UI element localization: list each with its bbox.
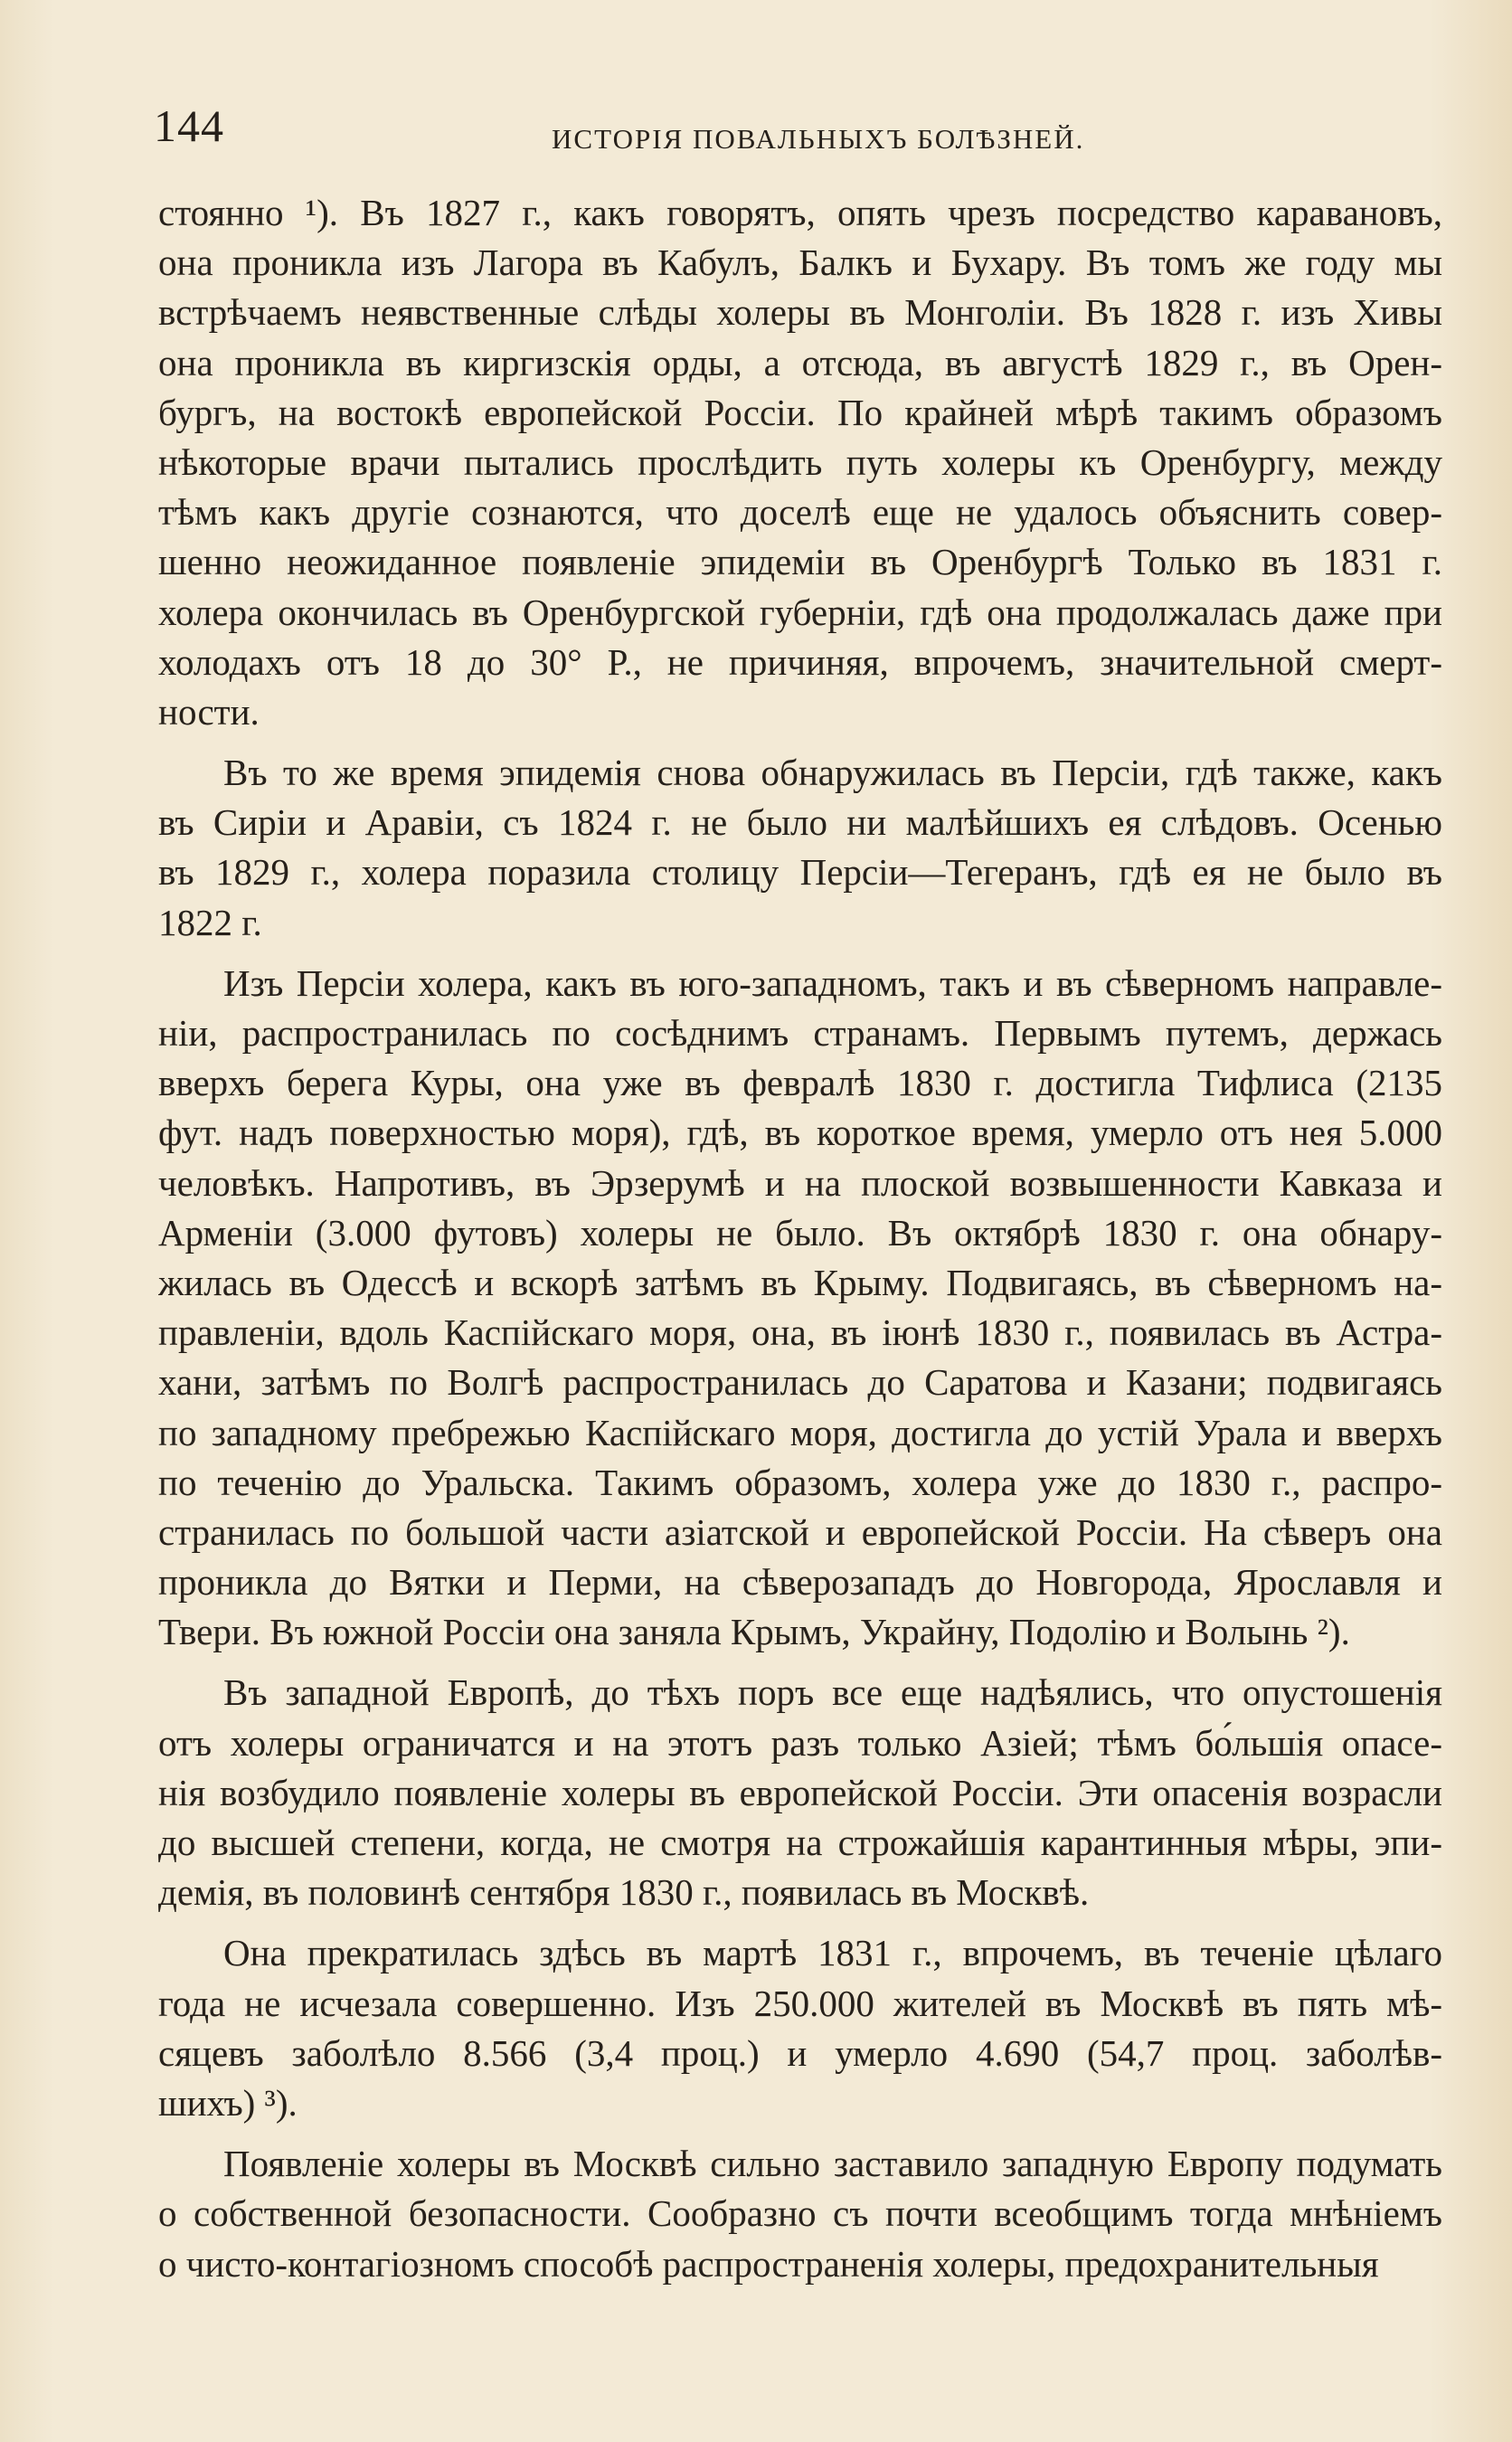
text-line: жилась въ Одессѣ и вскорѣ затѣмъ въ Крыму. Подвигаясь, въ сѣверномъ на- [158,1261,1442,1303]
text-line: Появленіе холеры въ Москвѣ сильно заставило западную Европу подумать [223,2143,1442,2185]
text-line: холодахъ отъ 18 до 30° Р., не причиняя, впрочемъ, значительной смерт- [158,640,1442,683]
text-line: года не исчезала совершенно. Изъ 250.000 жителей въ Москвѣ въ пять мѣ- [158,1982,1442,2024]
text-line: правленіи, вдоль Каспійскаго моря, она, въ іюнѣ 1830 г., появилась въ Астра- [158,1311,1442,1354]
text-line: нія возбудило появленіе холеры въ европейской Россіи. Эти опасенія возрасли [158,1771,1442,1813]
text-line: стоянно ¹). Въ 1827 г., какъ говорятъ, опять чрезъ посредство каравановъ, [158,192,1442,233]
text-line: о собственной безопасности. Сообразно съ почти всеобщимъ тогда мнѣніемъ [158,2192,1442,2235]
text-line: человѣкъ. Напротивъ, въ Эрзерумѣ и на плоской возвышенности Кавказа и [158,1161,1442,1204]
text-line: бургъ, на востокѣ европейской Россіи. По крайней мѣрѣ такимъ образомъ [158,391,1442,433]
text-line: тѣмъ какъ другіе сознаются, что доселѣ еще не удалось объяснить совер- [158,491,1442,534]
text-line: Въ то же время эпидемія снова обнаружилась въ Персіи, гдѣ также, какъ [223,752,1442,794]
text-line: Въ западной Европѣ, до тѣхъ поръ все еще надѣялись, что опустошенія [223,1671,1442,1714]
paragraph [158,959,1442,1658]
running-title: ИСТОРІЯ ПОВАЛЬНЫХЪ БОЛѢЗНЕЙ. [552,123,1085,155]
text-line: фут. надъ поверхностью моря), гдѣ, въ короткое время, умерло отъ нея 5.000 [158,1112,1442,1154]
text-line: сяцевъ заболѣло 8.566 (3,4 проц.) и умерло 4.690 (54,7 проц. заболѣв- [158,2031,1442,2074]
paragraph [158,1668,1442,1917]
text-line: нѣкоторые врачи пытались прослѣдить путь холеры къ Оренбургу, между [158,440,1442,483]
text-line: по теченію до Уральска. Такимъ образомъ, холера уже до 1830 г., распро- [158,1461,1442,1503]
text-line: шихъ) ³). [158,2081,298,2124]
text-line: она проникла въ киргизскія орды, а отсюда, въ августѣ 1829 г., въ Орен- [158,341,1442,383]
text-line: 1822 г. [158,901,262,943]
text-line: хани, затѣмъ по Волгѣ распространилась до Саратова и Казани; подвигаясь [158,1361,1442,1404]
page-number: 144 [154,100,224,151]
text-line: демія, въ половинѣ сентября 1830 г., появилась въ Москвѣ. [158,1871,1090,1914]
body-text [158,188,1442,2300]
text-line: до высшей степени, когда, не смотря на строжайшія карантинныя мѣры, эпи- [158,1822,1442,1863]
text-line: холера окончилась въ Оренбургской губерніи, гдѣ она продолжалась даже при [158,591,1442,633]
text-line: Изъ Персіи холера, какъ въ юго-западномъ, такъ и въ сѣверномъ направле- [223,961,1442,1004]
text-line: въ Сиріи и Аравіи, съ 1824 г. не было ни малѣйшихъ ея слѣдовъ. Осенью [158,801,1442,844]
text-line: проникла до Вятки и Перми, на сѣверозападъ до Новгорода, Ярославля и [158,1561,1442,1604]
text-line: Она прекратилась здѣсь въ мартѣ 1831 г., впрочемъ, въ теченіе цѣлаго [223,1932,1442,1974]
text-line: Арменіи (3.000 футовъ) холеры не было. Въ октябрѣ 1830 г. она обнару- [158,1211,1442,1254]
text-line: Твери. Въ южной Россіи она заняла Крымъ, Украйну, Подолію и Волынь ²). [158,1611,1350,1653]
paragraph [158,748,1442,948]
paragraph [158,2139,1442,2289]
text-line: странилась по большой части азіатской и европейской Россіи. На сѣверъ она [158,1510,1442,1553]
paragraph [158,188,1442,737]
text-line: вверхъ берега Куры, она уже въ февралѣ 1830 г. достигла Тифлиса (2135 [158,1062,1442,1104]
text-line: ніи, распространилась по сосѣднимъ странамъ. Первымъ путемъ, держась [158,1012,1442,1054]
text-line: ности. [158,690,260,733]
text-line: встрѣчаемъ неявственные слѣды холеры въ Монголіи. Въ 1828 г. изъ Хивы [158,291,1442,334]
text-line: она проникла изъ Лагора въ Кабулъ, Балкъ и Бухару. Въ томъ же году мы [158,241,1442,284]
text-line: о чисто-контагіозномъ способѣ распространенія холеры, предохранительныя [158,2242,1379,2285]
text-line: шенно неожиданное появленіе эпидеміи въ Оренбургѣ Только въ 1831 г. [158,541,1442,583]
text-line: отъ холеры ограничатся и на этотъ разъ только Азіей; тѣмъ бо́льшія опасе- [158,1721,1442,1764]
text-line: по западному пребрежью Каспійскаго моря, достигла до устій Урала и вверхъ [158,1411,1442,1453]
text-line: въ 1829 г., холера поразила столицу Персіи—Тегеранъ, гдѣ ея не было въ [158,851,1442,894]
paragraph [158,1928,1442,2128]
